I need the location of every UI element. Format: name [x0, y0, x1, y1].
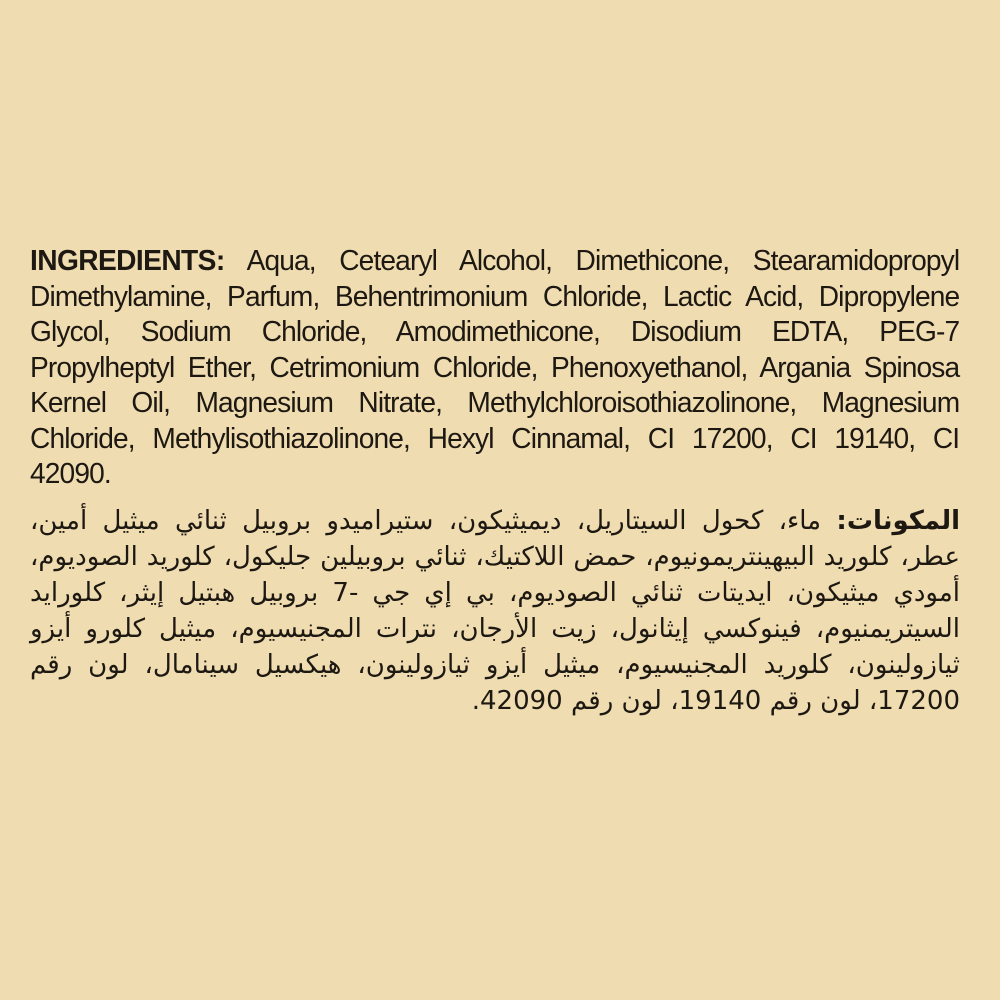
arabic-ingredients — [30, 503, 960, 719]
english-ingredients-text: Aqua, Cetearyl Alcohol, Dimethicone, Stearamidopropyl Dimethylamine, Parfum, Behentrimonium Chloride, Lactic Acid, Dipropylene Glycol, Sodium Chloride, Amodimethicone, Disodium EDTA, PEG-7 Propylheptyl Ether, Cetrimonium Chloride, Phenoxyethanol, Argania Spinosa Kernel Oil, Magnesium Nitrate, Methylchloroisothiazolinone, Magnesium Chloride, Methylisothiazolinone, Hexyl Cinnamal, CI 17200, CI 19140, CI 42090. — [30, 245, 960, 490]
ingredients-panel — [30, 244, 960, 719]
arabic-ingredients-text: ماء، كحول السيتاريل، ديميثيكون، ستيراميدو بروبيل ثنائي ميثيل أمين، عطر، كلوريد البيهينتريمونيوم، حمض اللاكتيك، ثنائي بروبيلين جليكول، كلوريد الصوديوم، أمودي ميثيكون، ايديتات ثنائي الصوديوم، بي إي جي -7 بروبيل هبتيل إيثر، كلورايد السيتريمنيوم، فينوكسي إيثانول، زيت الأرجان، نترات المجنيسيوم، ميثيل كلورو أيزو ثيازولينون، كلوريد المجنيسيوم، ميثيل أيزو ثيازولينون، هيكسيل سينامال، لون رقم 17200، لون رقم 19140، لون رقم 42090. — [30, 505, 960, 716]
english-ingredients-label: INGREDIENTS: — [30, 245, 225, 277]
arabic-ingredients-label: المكونات: — [836, 505, 960, 536]
english-ingredients — [30, 244, 959, 493]
